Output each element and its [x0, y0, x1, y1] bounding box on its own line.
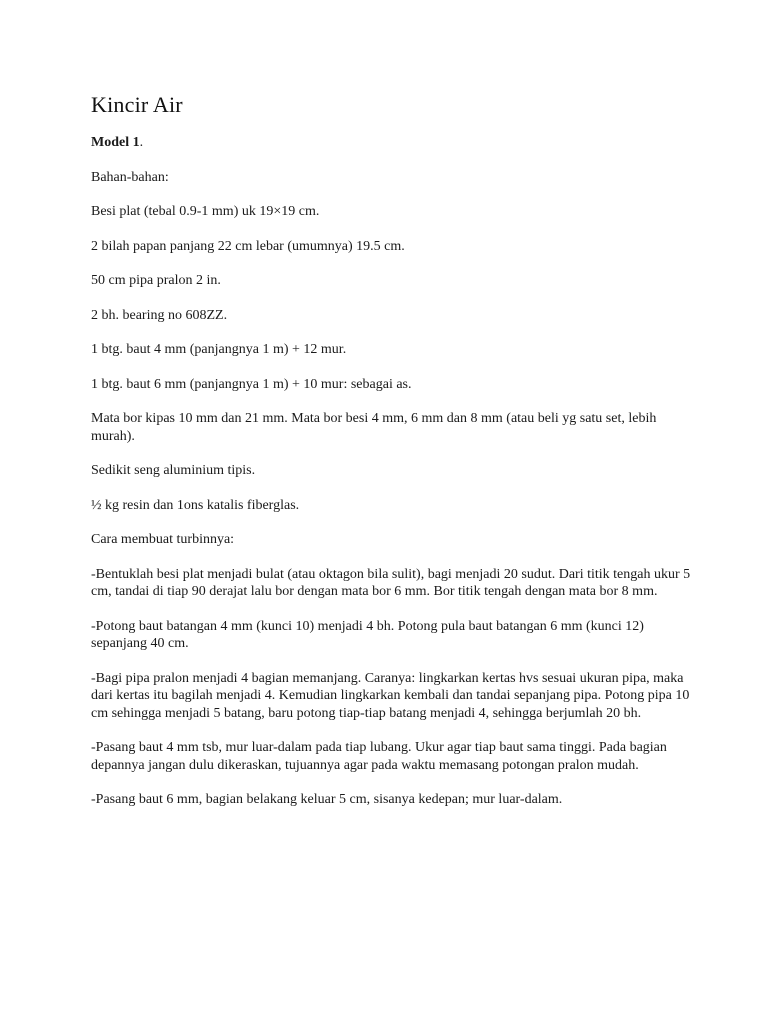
paragraph-step-1: -Bentuklah besi plat menjadi bulat (atau oktagon bila sulit), bagi menjadi 20 sudut. Dari titik tengah ukur 5 cm, tandai di tiap 90 derajat lalu bor dengan mata bor 6 mm. Bor titik tengah dengan mata bor 8 mm. — [91, 566, 691, 599]
paragraph-material-drill-bits: Mata bor kipas 10 mm dan 21 mm. Mata bor besi 4 mm, 6 mm dan 8 mm (atau beli yg satu set, lebih murah). — [91, 411, 657, 444]
paragraph-material-pipe: 50 cm pipa pralon 2 in. — [91, 273, 221, 288]
paragraph-steps-heading: Cara membuat turbinnya: — [91, 532, 235, 547]
model-heading — [91, 134, 691, 152]
paragraph-material-board: 2 bilah papan panjang 22 cm lebar (umumnya) 19.5 cm. — [91, 238, 405, 254]
model-suffix: . — [139, 135, 144, 150]
model-label: Model 1 — [91, 135, 140, 150]
paragraph-material-bearing: 2 bh. bearing no 608ZZ. — [91, 307, 228, 323]
paragraph-step-5: -Pasang baut 6 mm, bagian belakang keluar 5 cm, sisanya kedepan; mur luar-dalam. — [91, 792, 563, 807]
document-title: Kincir Air — [91, 92, 183, 117]
paragraph-material-bolt-6mm: 1 btg. baut 6 mm (panjangnya 1 m) + 10 mur: sebagai as. — [91, 376, 412, 392]
paragraph-material-zinc: Sedikit seng aluminium tipis. — [91, 463, 256, 478]
paragraph-step-3: -Bagi pipa pralon menjadi 4 bagian memanjang. Caranya: lingkarkan kertas hvs sesuai ukuran pipa, maka dari kertas itu bagilah menjadi 4. Kemudian lingkarkan kembali dan tandai sepanjang pipa. Potong pipa 10 cm sehingga menjadi 5 batang, baru potong tiap-tiap batang menjadi 4, sehingga berjumlah 20 bh. — [91, 670, 690, 721]
paragraph-materials-heading: Bahan-bahan: — [91, 169, 169, 185]
paragraph-material-plate: Besi plat (tebal 0.9-1 mm) uk 19×19 cm. — [91, 204, 320, 219]
paragraph-step-4: -Pasang baut 4 mm tsb, mur luar-dalam pada tiap lubang. Ukur agar tiap baut sama tinggi. Pada bagian depannya jangan dulu dikeraskan, tujuannya agar pada waktu memasang potongan pralon mudah. — [91, 740, 667, 773]
paragraph-step-2: -Potong baut batangan 4 mm (kunci 10) menjadi 4 bh. Potong pula baut batangan 6 mm (kunci 12) sepanjang 40 cm. — [91, 618, 644, 651]
document-body — [91, 92, 691, 826]
paragraph-material-resin: ½ kg resin dan 1ons katalis fiberglas. — [91, 497, 300, 513]
paragraph-material-bolt-4mm: 1 btg. baut 4 mm (panjangnya 1 m) + 12 mur. — [91, 342, 347, 357]
